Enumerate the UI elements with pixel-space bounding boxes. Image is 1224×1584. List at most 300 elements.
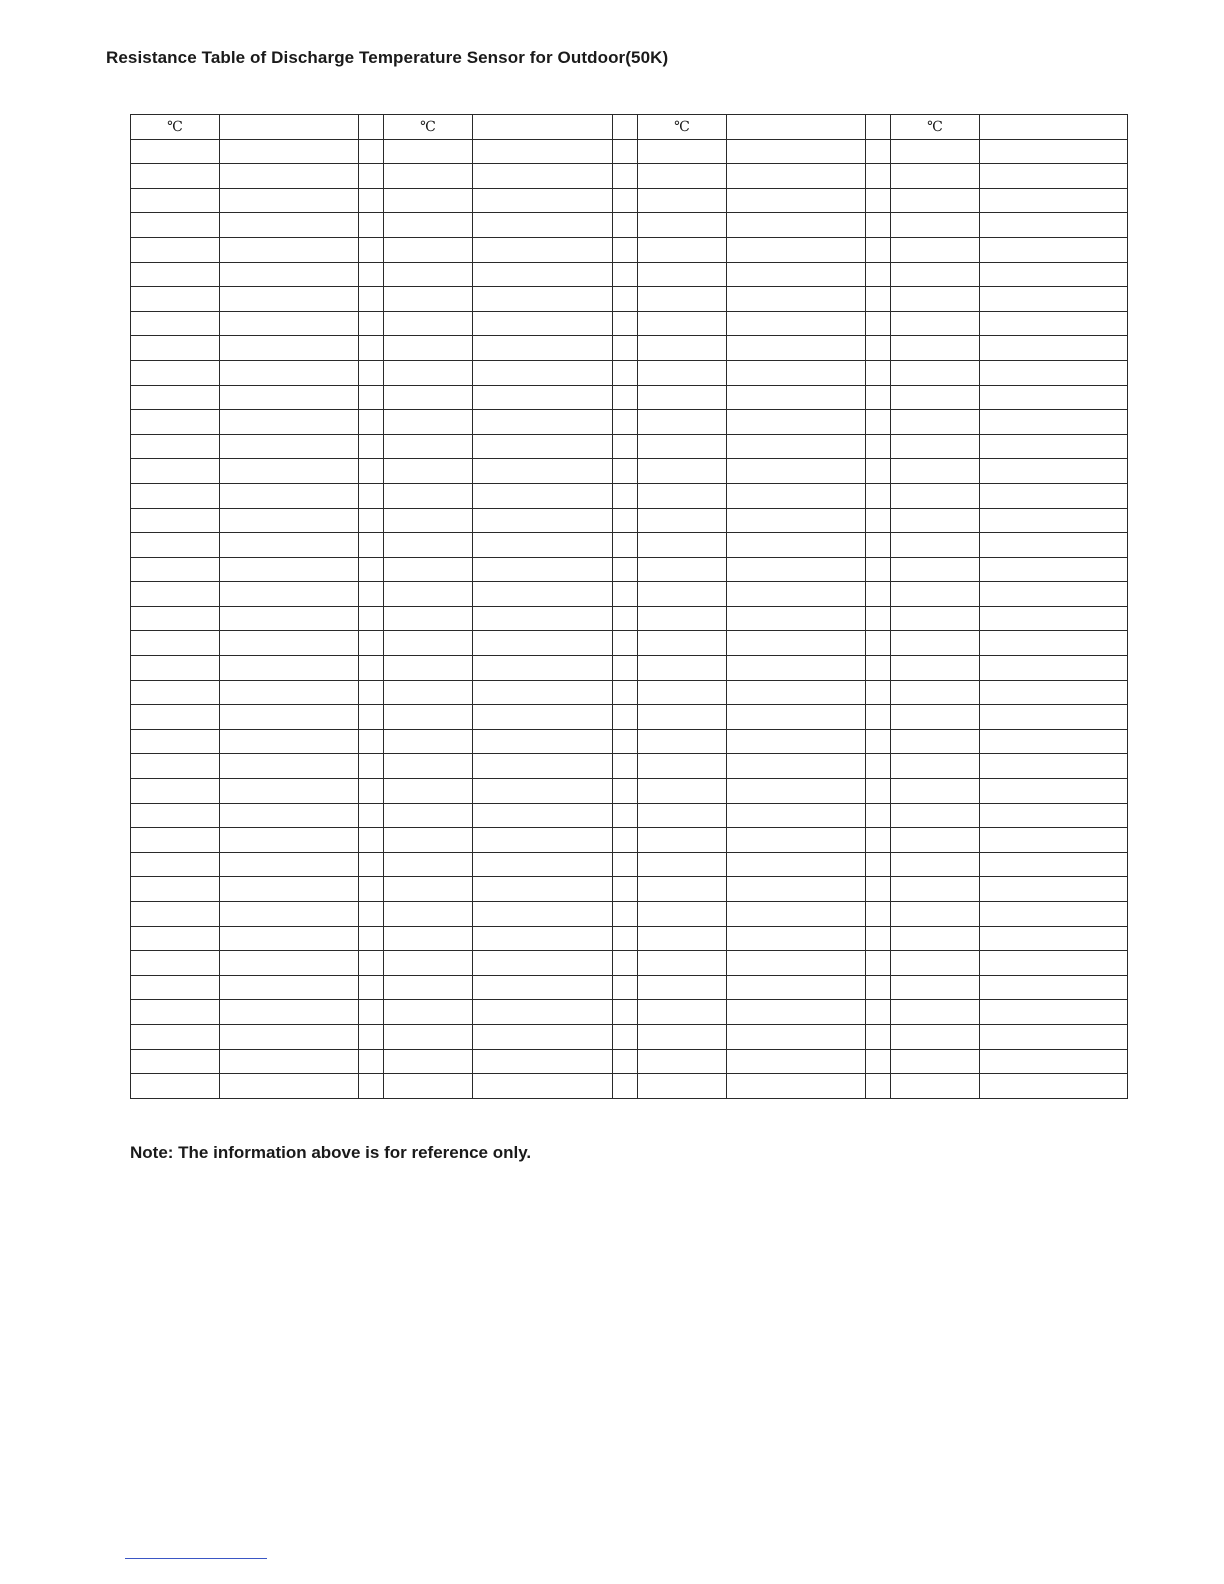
spacer-cell (359, 336, 384, 361)
resistance-cell (473, 656, 613, 681)
table-header-row (131, 115, 1128, 140)
resistance-cell (220, 533, 359, 558)
temperature-cell (384, 508, 473, 533)
spacer-cell (359, 385, 384, 410)
resistance-cell (980, 213, 1128, 238)
temperature-cell (384, 705, 473, 730)
spacer-cell (613, 582, 638, 607)
temperature-cell (384, 680, 473, 705)
resistance-header-cell (220, 115, 359, 140)
spacer-cell (613, 385, 638, 410)
resistance-table (130, 114, 1128, 1099)
resistance-cell (220, 582, 359, 607)
spacer-cell (866, 459, 891, 484)
resistance-cell (220, 459, 359, 484)
resistance-cell (473, 139, 613, 164)
resistance-cell (727, 926, 866, 951)
temperature-cell (131, 139, 220, 164)
resistance-cell (727, 779, 866, 804)
resistance-cell (727, 1000, 866, 1025)
resistance-cell (473, 336, 613, 361)
spacer-cell (613, 705, 638, 730)
spacer-cell (359, 237, 384, 262)
resistance-cell (220, 434, 359, 459)
table-row (131, 287, 1128, 312)
temperature-cell (891, 262, 980, 287)
table-row (131, 877, 1128, 902)
temperature-cell (131, 902, 220, 927)
spacer-cell (866, 557, 891, 582)
table-row (131, 606, 1128, 631)
temperature-cell (384, 582, 473, 607)
resistance-cell (220, 557, 359, 582)
temperature-cell (891, 533, 980, 558)
resistance-cell (980, 434, 1128, 459)
table-row (131, 188, 1128, 213)
temperature-cell (384, 483, 473, 508)
spacer-cell (866, 631, 891, 656)
temperature-cell (131, 164, 220, 189)
temperature-cell (638, 951, 727, 976)
spacer-cell (866, 754, 891, 779)
resistance-cell (220, 311, 359, 336)
resistance-cell (220, 828, 359, 853)
temperature-cell (131, 237, 220, 262)
temperature-cell (384, 533, 473, 558)
temperature-cell (638, 902, 727, 927)
resistance-cell (980, 975, 1128, 1000)
temperature-cell (638, 877, 727, 902)
resistance-cell (980, 803, 1128, 828)
resistance-cell (220, 1024, 359, 1049)
temperature-cell (131, 951, 220, 976)
temperature-cell (131, 1000, 220, 1025)
temperature-cell (131, 434, 220, 459)
temperature-cell (638, 508, 727, 533)
temperature-cell (131, 533, 220, 558)
temperature-cell (891, 508, 980, 533)
spacer-cell (866, 779, 891, 804)
resistance-cell (473, 852, 613, 877)
temperature-header-cell: ℃ (131, 115, 220, 140)
resistance-cell (980, 656, 1128, 681)
resistance-cell (727, 237, 866, 262)
temperature-cell (131, 188, 220, 213)
spacer-cell (359, 656, 384, 681)
temperature-cell (638, 803, 727, 828)
resistance-cell (473, 188, 613, 213)
spacer-cell (613, 1000, 638, 1025)
temperature-cell (131, 680, 220, 705)
resistance-cell (220, 656, 359, 681)
resistance-cell (220, 1074, 359, 1099)
resistance-cell (727, 410, 866, 435)
spacer-cell (359, 852, 384, 877)
temperature-cell (638, 434, 727, 459)
temperature-cell (131, 852, 220, 877)
table-row (131, 1074, 1128, 1099)
temperature-cell (384, 852, 473, 877)
resistance-cell (727, 434, 866, 459)
table-row (131, 582, 1128, 607)
resistance-cell (727, 311, 866, 336)
resistance-cell (473, 902, 613, 927)
resistance-cell (727, 582, 866, 607)
temperature-cell (891, 483, 980, 508)
spacer-cell (359, 1024, 384, 1049)
spacer-cell (866, 656, 891, 681)
spacer-cell (613, 311, 638, 336)
spacer-cell (359, 1049, 384, 1074)
resistance-cell (980, 582, 1128, 607)
temperature-cell (384, 385, 473, 410)
spacer-cell (866, 729, 891, 754)
temperature-cell (891, 828, 980, 853)
resistance-cell (473, 434, 613, 459)
resistance-header-cell (727, 115, 866, 140)
resistance-cell (727, 533, 866, 558)
spacer-cell (866, 410, 891, 435)
resistance-cell (473, 926, 613, 951)
spacer-cell (866, 336, 891, 361)
resistance-cell (220, 729, 359, 754)
footer-rule (125, 1558, 267, 1559)
resistance-cell (980, 237, 1128, 262)
table-row (131, 459, 1128, 484)
temperature-cell (131, 1049, 220, 1074)
table-row (131, 779, 1128, 804)
table-row (131, 483, 1128, 508)
table-row (131, 557, 1128, 582)
temperature-cell (131, 336, 220, 361)
temperature-cell (891, 459, 980, 484)
resistance-cell (220, 606, 359, 631)
temperature-cell (638, 311, 727, 336)
temperature-cell (638, 680, 727, 705)
resistance-cell (727, 557, 866, 582)
temperature-cell (131, 287, 220, 312)
spacer-cell (866, 951, 891, 976)
resistance-table-container (130, 114, 1127, 1099)
spacer-cell (866, 262, 891, 287)
table-row (131, 1049, 1128, 1074)
temperature-cell (638, 410, 727, 435)
table-row (131, 139, 1128, 164)
temperature-cell (131, 975, 220, 1000)
spacer-cell (866, 902, 891, 927)
resistance-cell (727, 656, 866, 681)
spacer-cell (359, 188, 384, 213)
spacer-cell (359, 631, 384, 656)
resistance-cell (727, 902, 866, 927)
spacer-cell (866, 311, 891, 336)
resistance-cell (473, 213, 613, 238)
table-row (131, 828, 1128, 853)
temperature-cell (131, 385, 220, 410)
resistance-cell (727, 705, 866, 730)
resistance-cell (220, 852, 359, 877)
resistance-cell (980, 311, 1128, 336)
resistance-cell (980, 852, 1128, 877)
temperature-cell (384, 1000, 473, 1025)
spacer-cell (359, 951, 384, 976)
temperature-cell (384, 951, 473, 976)
resistance-cell (473, 385, 613, 410)
resistance-cell (727, 828, 866, 853)
table-row (131, 729, 1128, 754)
spacer-cell (359, 459, 384, 484)
spacer-cell (613, 828, 638, 853)
temperature-cell (638, 779, 727, 804)
spacer-cell (613, 680, 638, 705)
reference-note: Note: The information above is for reference only. (130, 1143, 532, 1162)
temperature-cell (638, 582, 727, 607)
spacer-cell (866, 188, 891, 213)
resistance-cell (473, 631, 613, 656)
temperature-cell (638, 188, 727, 213)
resistance-cell (473, 557, 613, 582)
temperature-cell (891, 779, 980, 804)
resistance-cell (727, 385, 866, 410)
resistance-cell (980, 188, 1128, 213)
temperature-cell (638, 656, 727, 681)
temperature-cell (384, 237, 473, 262)
resistance-cell (473, 582, 613, 607)
temperature-cell (131, 360, 220, 385)
resistance-cell (473, 803, 613, 828)
temperature-cell (638, 213, 727, 238)
temperature-cell (131, 1024, 220, 1049)
resistance-cell (473, 360, 613, 385)
temperature-cell (131, 483, 220, 508)
table-row (131, 803, 1128, 828)
spacer-cell (613, 975, 638, 1000)
table-row (131, 164, 1128, 189)
spacer-cell (359, 164, 384, 189)
resistance-cell (220, 237, 359, 262)
temperature-cell (891, 926, 980, 951)
resistance-cell (980, 902, 1128, 927)
resistance-cell (727, 188, 866, 213)
temperature-cell (891, 877, 980, 902)
temperature-cell (891, 1074, 980, 1099)
temperature-cell (384, 729, 473, 754)
temperature-cell (638, 139, 727, 164)
temperature-cell (384, 779, 473, 804)
temperature-cell (384, 975, 473, 1000)
spacer-cell (359, 508, 384, 533)
resistance-cell (473, 680, 613, 705)
temperature-cell (384, 803, 473, 828)
temperature-cell (131, 828, 220, 853)
resistance-cell (980, 164, 1128, 189)
temperature-cell (891, 606, 980, 631)
spacer-cell (866, 606, 891, 631)
resistance-cell (220, 631, 359, 656)
spacer-cell (359, 975, 384, 1000)
spacer-cell (866, 926, 891, 951)
temperature-cell (891, 213, 980, 238)
spacer-cell (613, 139, 638, 164)
temperature-cell (131, 656, 220, 681)
temperature-cell (638, 385, 727, 410)
spacer-cell (359, 533, 384, 558)
temperature-cell (891, 631, 980, 656)
temperature-cell (891, 434, 980, 459)
temperature-cell (131, 459, 220, 484)
temperature-cell (891, 680, 980, 705)
temperature-cell (131, 1074, 220, 1099)
resistance-cell (220, 877, 359, 902)
table-row (131, 1000, 1128, 1025)
resistance-cell (727, 336, 866, 361)
spacer-cell (359, 705, 384, 730)
resistance-cell (727, 754, 866, 779)
spacer-cell (613, 729, 638, 754)
spacer-cell (613, 508, 638, 533)
resistance-cell (220, 336, 359, 361)
resistance-cell (220, 779, 359, 804)
temperature-cell (384, 311, 473, 336)
resistance-cell (980, 951, 1128, 976)
temperature-cell (131, 877, 220, 902)
table-row (131, 902, 1128, 927)
spacer-cell (613, 262, 638, 287)
resistance-cell (980, 459, 1128, 484)
spacer-cell (613, 1024, 638, 1049)
temperature-cell (891, 237, 980, 262)
resistance-cell (473, 975, 613, 1000)
resistance-cell (980, 631, 1128, 656)
table-row (131, 508, 1128, 533)
table-row (131, 311, 1128, 336)
temperature-cell (384, 606, 473, 631)
resistance-cell (727, 1074, 866, 1099)
temperature-header-cell: ℃ (891, 115, 980, 140)
spacer-cell (613, 483, 638, 508)
temperature-cell (891, 188, 980, 213)
table-row (131, 680, 1128, 705)
resistance-cell (220, 360, 359, 385)
spacer-cell (359, 139, 384, 164)
temperature-cell (891, 754, 980, 779)
spacer-cell (866, 1000, 891, 1025)
spacer-cell (866, 852, 891, 877)
temperature-cell (638, 262, 727, 287)
temperature-cell (638, 164, 727, 189)
spacer-cell (613, 410, 638, 435)
spacer-cell (866, 508, 891, 533)
temperature-cell (891, 385, 980, 410)
temperature-cell (891, 336, 980, 361)
temperature-cell (638, 1049, 727, 1074)
spacer-cell (359, 410, 384, 435)
temperature-cell (384, 877, 473, 902)
temperature-cell (131, 410, 220, 435)
spacer-cell (613, 754, 638, 779)
spacer-cell (866, 533, 891, 558)
resistance-cell (473, 779, 613, 804)
spacer-cell (613, 926, 638, 951)
resistance-header-cell (473, 115, 613, 140)
temperature-cell (638, 926, 727, 951)
temperature-cell (131, 705, 220, 730)
spacer-cell (359, 680, 384, 705)
temperature-cell (638, 705, 727, 730)
temperature-cell (384, 459, 473, 484)
temperature-cell (131, 606, 220, 631)
resistance-cell (473, 877, 613, 902)
resistance-cell (980, 729, 1128, 754)
resistance-cell (727, 631, 866, 656)
temperature-cell (384, 360, 473, 385)
resistance-cell (220, 483, 359, 508)
temperature-cell (384, 754, 473, 779)
spacer-cell (866, 115, 891, 140)
resistance-cell (980, 1000, 1128, 1025)
temperature-cell (638, 1024, 727, 1049)
temperature-cell (638, 237, 727, 262)
resistance-cell (980, 139, 1128, 164)
spacer-cell (866, 828, 891, 853)
resistance-cell (473, 533, 613, 558)
spacer-cell (359, 287, 384, 312)
temperature-cell (384, 828, 473, 853)
temperature-cell (131, 557, 220, 582)
temperature-cell (384, 1049, 473, 1074)
spacer-cell (613, 656, 638, 681)
spacer-cell (613, 237, 638, 262)
spacer-cell (359, 754, 384, 779)
temperature-cell (131, 779, 220, 804)
resistance-cell (220, 164, 359, 189)
table-row (131, 410, 1128, 435)
temperature-cell (384, 410, 473, 435)
spacer-cell (359, 115, 384, 140)
temperature-cell (891, 139, 980, 164)
spacer-cell (359, 557, 384, 582)
temperature-cell (891, 287, 980, 312)
resistance-cell (980, 287, 1128, 312)
resistance-cell (980, 533, 1128, 558)
resistance-cell (473, 483, 613, 508)
table-row (131, 975, 1128, 1000)
spacer-cell (866, 975, 891, 1000)
temperature-cell (638, 459, 727, 484)
temperature-cell (891, 360, 980, 385)
resistance-cell (980, 262, 1128, 287)
temperature-header-cell: ℃ (384, 115, 473, 140)
resistance-cell (727, 803, 866, 828)
temperature-cell (891, 1024, 980, 1049)
spacer-cell (359, 213, 384, 238)
temperature-cell (384, 656, 473, 681)
spacer-cell (866, 360, 891, 385)
temperature-cell (384, 164, 473, 189)
resistance-cell (220, 902, 359, 927)
temperature-cell (131, 311, 220, 336)
spacer-cell (613, 459, 638, 484)
temperature-cell (638, 631, 727, 656)
spacer-cell (359, 926, 384, 951)
table-row (131, 656, 1128, 681)
resistance-cell (980, 336, 1128, 361)
temperature-cell (638, 557, 727, 582)
spacer-cell (359, 1000, 384, 1025)
temperature-cell (638, 975, 727, 1000)
spacer-cell (613, 336, 638, 361)
temperature-cell (638, 852, 727, 877)
